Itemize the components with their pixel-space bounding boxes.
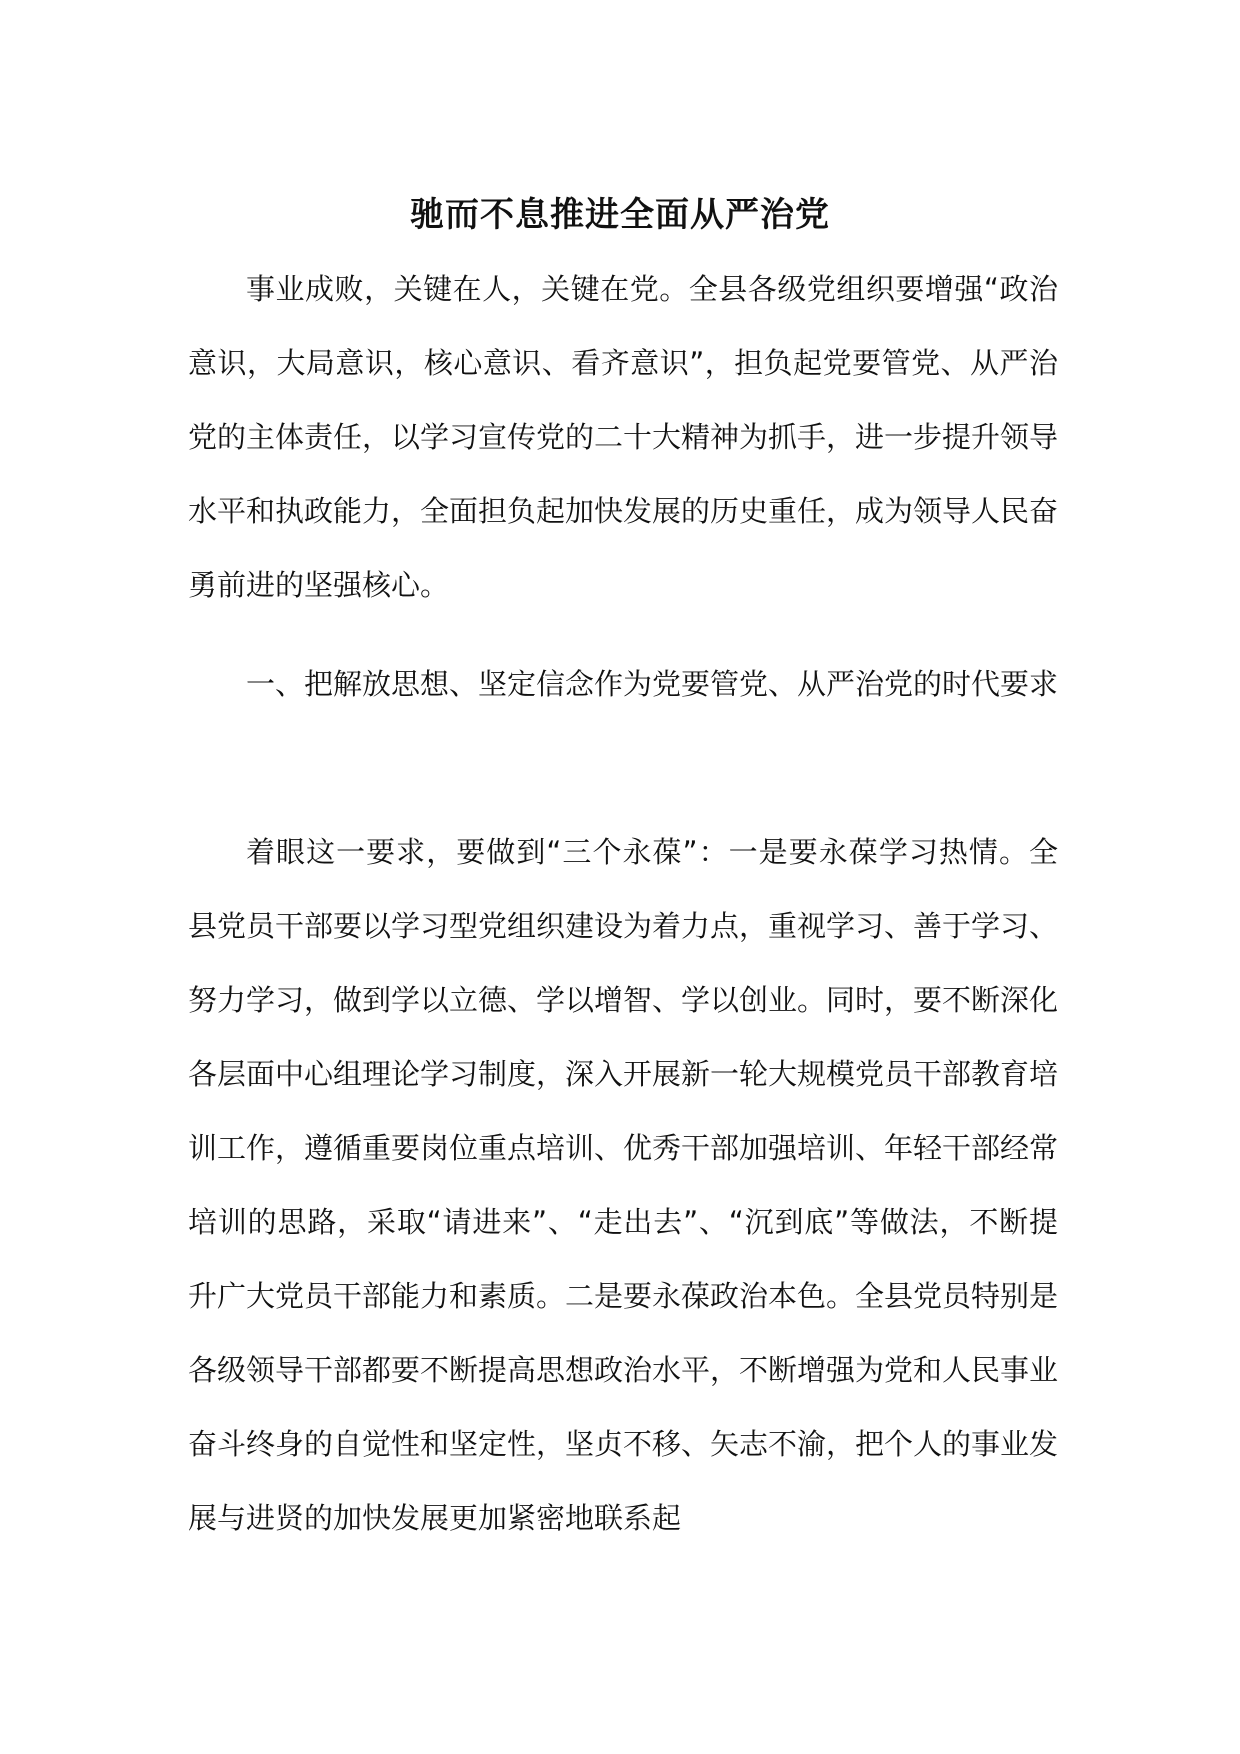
paragraph-text: 着眼这一要求，要做到“三个永葆”：一是要永葆学习热情。全县党员干部要以学习型党组织建设为着力点，重视学习、善于学习、努力学习，做到学以立德、学以增智、学以创业。同时，要不断深化各层面中心组理论学习制度，深入开展新一轮大规模党员干部教育培训工作，遵循重要岗位重点培训、优秀干部加强培训、年轻干部经常培训的思路，采取“请进来”、“走出去”、“沉到底”等做法，不断提升广大党员干部能力和素质。二是要永葆政治本色。全县党员特别是各级领导干部都要不断提高思想政治水平，不断增强为党和人民事业奋斗终身的自觉性和坚定性，坚贞不移、矢志不渝，把个人的事业发展与进贤的加快发展更加紧密地联系起 — [188, 835, 1059, 1535]
paragraph-text: 事业成败，关键在人，关键在党。全县各级党组织要增强“政治意识，大局意识，核心意识、看齐意识”，担负起党要管党、从严治党的主体责任，以学习宣传党的二十大精神为抓手，进一步提升领导水平和执政能力，全面担负起加快发展的历史重任，成为领导人民奋勇前进的坚强核心。 — [188, 272, 1059, 602]
section-heading-one — [188, 647, 1058, 721]
document-title: 驰而不息推进全面从严治党 — [410, 194, 830, 235]
section-heading-text: 一、把解放思想、坚定信念作为党要管党、从严治党的时代要求 — [246, 667, 1059, 701]
body-paragraph-section-one — [188, 815, 1058, 1555]
body-paragraph-intro — [188, 252, 1058, 622]
